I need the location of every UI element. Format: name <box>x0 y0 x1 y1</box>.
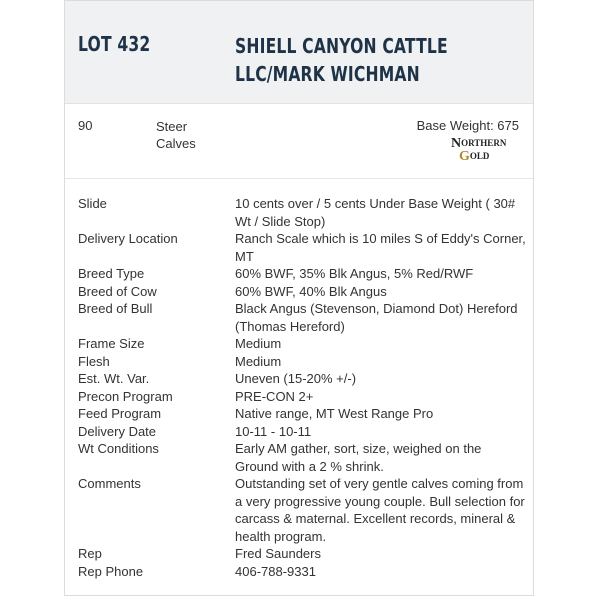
detail-value: 60% BWF, 35% Blk Angus, 5% Red/RWF <box>235 266 474 281</box>
detail-row <box>78 335 528 353</box>
detail-label: Breed of Bull <box>78 301 153 316</box>
detail-row <box>78 265 528 283</box>
detail-row <box>78 230 528 265</box>
detail-value: 10 cents over / 5 cents Under Base Weight ( 30# Wt / Slide Stop) <box>235 196 516 229</box>
detail-label: Rep Phone <box>78 563 144 579</box>
detail-row <box>78 563 528 581</box>
detail-label: Breed of Cow <box>78 283 157 299</box>
seller-name: SHIELL CANYON CATTLE LLC/MARK WICHMAN <box>235 34 448 86</box>
detail-row <box>78 283 528 301</box>
head-count: 90 <box>78 118 93 133</box>
detail-value: Medium <box>235 353 282 369</box>
detail-row <box>78 300 528 335</box>
detail-value: Ranch Scale which is 10 miles S of Eddy's Corner, MT <box>235 231 526 264</box>
cattle-type: Steer Calves <box>156 119 196 151</box>
lot-summary <box>65 104 533 179</box>
detail-row <box>78 545 528 563</box>
detail-row <box>78 405 528 423</box>
lot-details <box>78 195 528 580</box>
detail-value: Outstanding set of very gentle calves coming from a very progressive young couple. Bull selection for carcass & maternal. Excellent records, mineral & health program. <box>235 476 525 544</box>
detail-row <box>78 388 528 406</box>
base-weight: Base Weight: 675 <box>416 118 519 133</box>
lot-card <box>64 0 534 596</box>
detail-value: Native range, MT West Range Pro <box>235 406 434 421</box>
detail-label: Comments <box>78 476 141 491</box>
detail-row <box>78 475 528 545</box>
detail-label: Est. Wt. Var. <box>78 371 150 386</box>
detail-value: Early AM gather, sort, size, weighed on the Ground with a 2 % shrink. <box>235 441 482 474</box>
detail-label: Precon Program <box>78 388 173 404</box>
detail-value: Uneven (15-20% +/-) <box>235 371 357 386</box>
detail-label: Delivery Date <box>78 423 157 439</box>
detail-row <box>78 195 528 230</box>
detail-row <box>78 440 528 475</box>
detail-value: 60% BWF, 40% Blk Angus <box>235 283 387 299</box>
detail-value: 406-788-9331 <box>235 563 316 579</box>
lot-header <box>65 1 533 104</box>
svg-text:NORTHERN: NORTHERN <box>451 136 507 151</box>
detail-value: Black Angus (Stevenson, Diamond Dot) Hereford (Thomas Hereford) <box>235 301 518 334</box>
detail-label: Slide <box>78 196 107 211</box>
detail-label: Rep <box>78 546 102 561</box>
detail-label: Delivery Location <box>78 231 178 246</box>
detail-value: PRE-CON 2+ <box>235 388 314 404</box>
northern-gold-logo <box>449 134 521 162</box>
svg-text:GOLD: GOLD <box>459 149 490 162</box>
detail-label: Feed Program <box>78 406 162 421</box>
detail-row <box>78 370 528 388</box>
detail-value: Medium <box>235 336 282 351</box>
lot-number: LOT 432 <box>78 32 151 56</box>
detail-value: Fred Saunders <box>235 546 321 561</box>
detail-label: Wt Conditions <box>78 441 159 456</box>
detail-label: Breed Type <box>78 266 145 281</box>
detail-row <box>78 423 528 441</box>
detail-value: 10-11 - 10-11 <box>235 423 312 439</box>
detail-row <box>78 353 528 371</box>
detail-label: Frame Size <box>78 336 145 351</box>
detail-label: Flesh <box>78 353 110 369</box>
